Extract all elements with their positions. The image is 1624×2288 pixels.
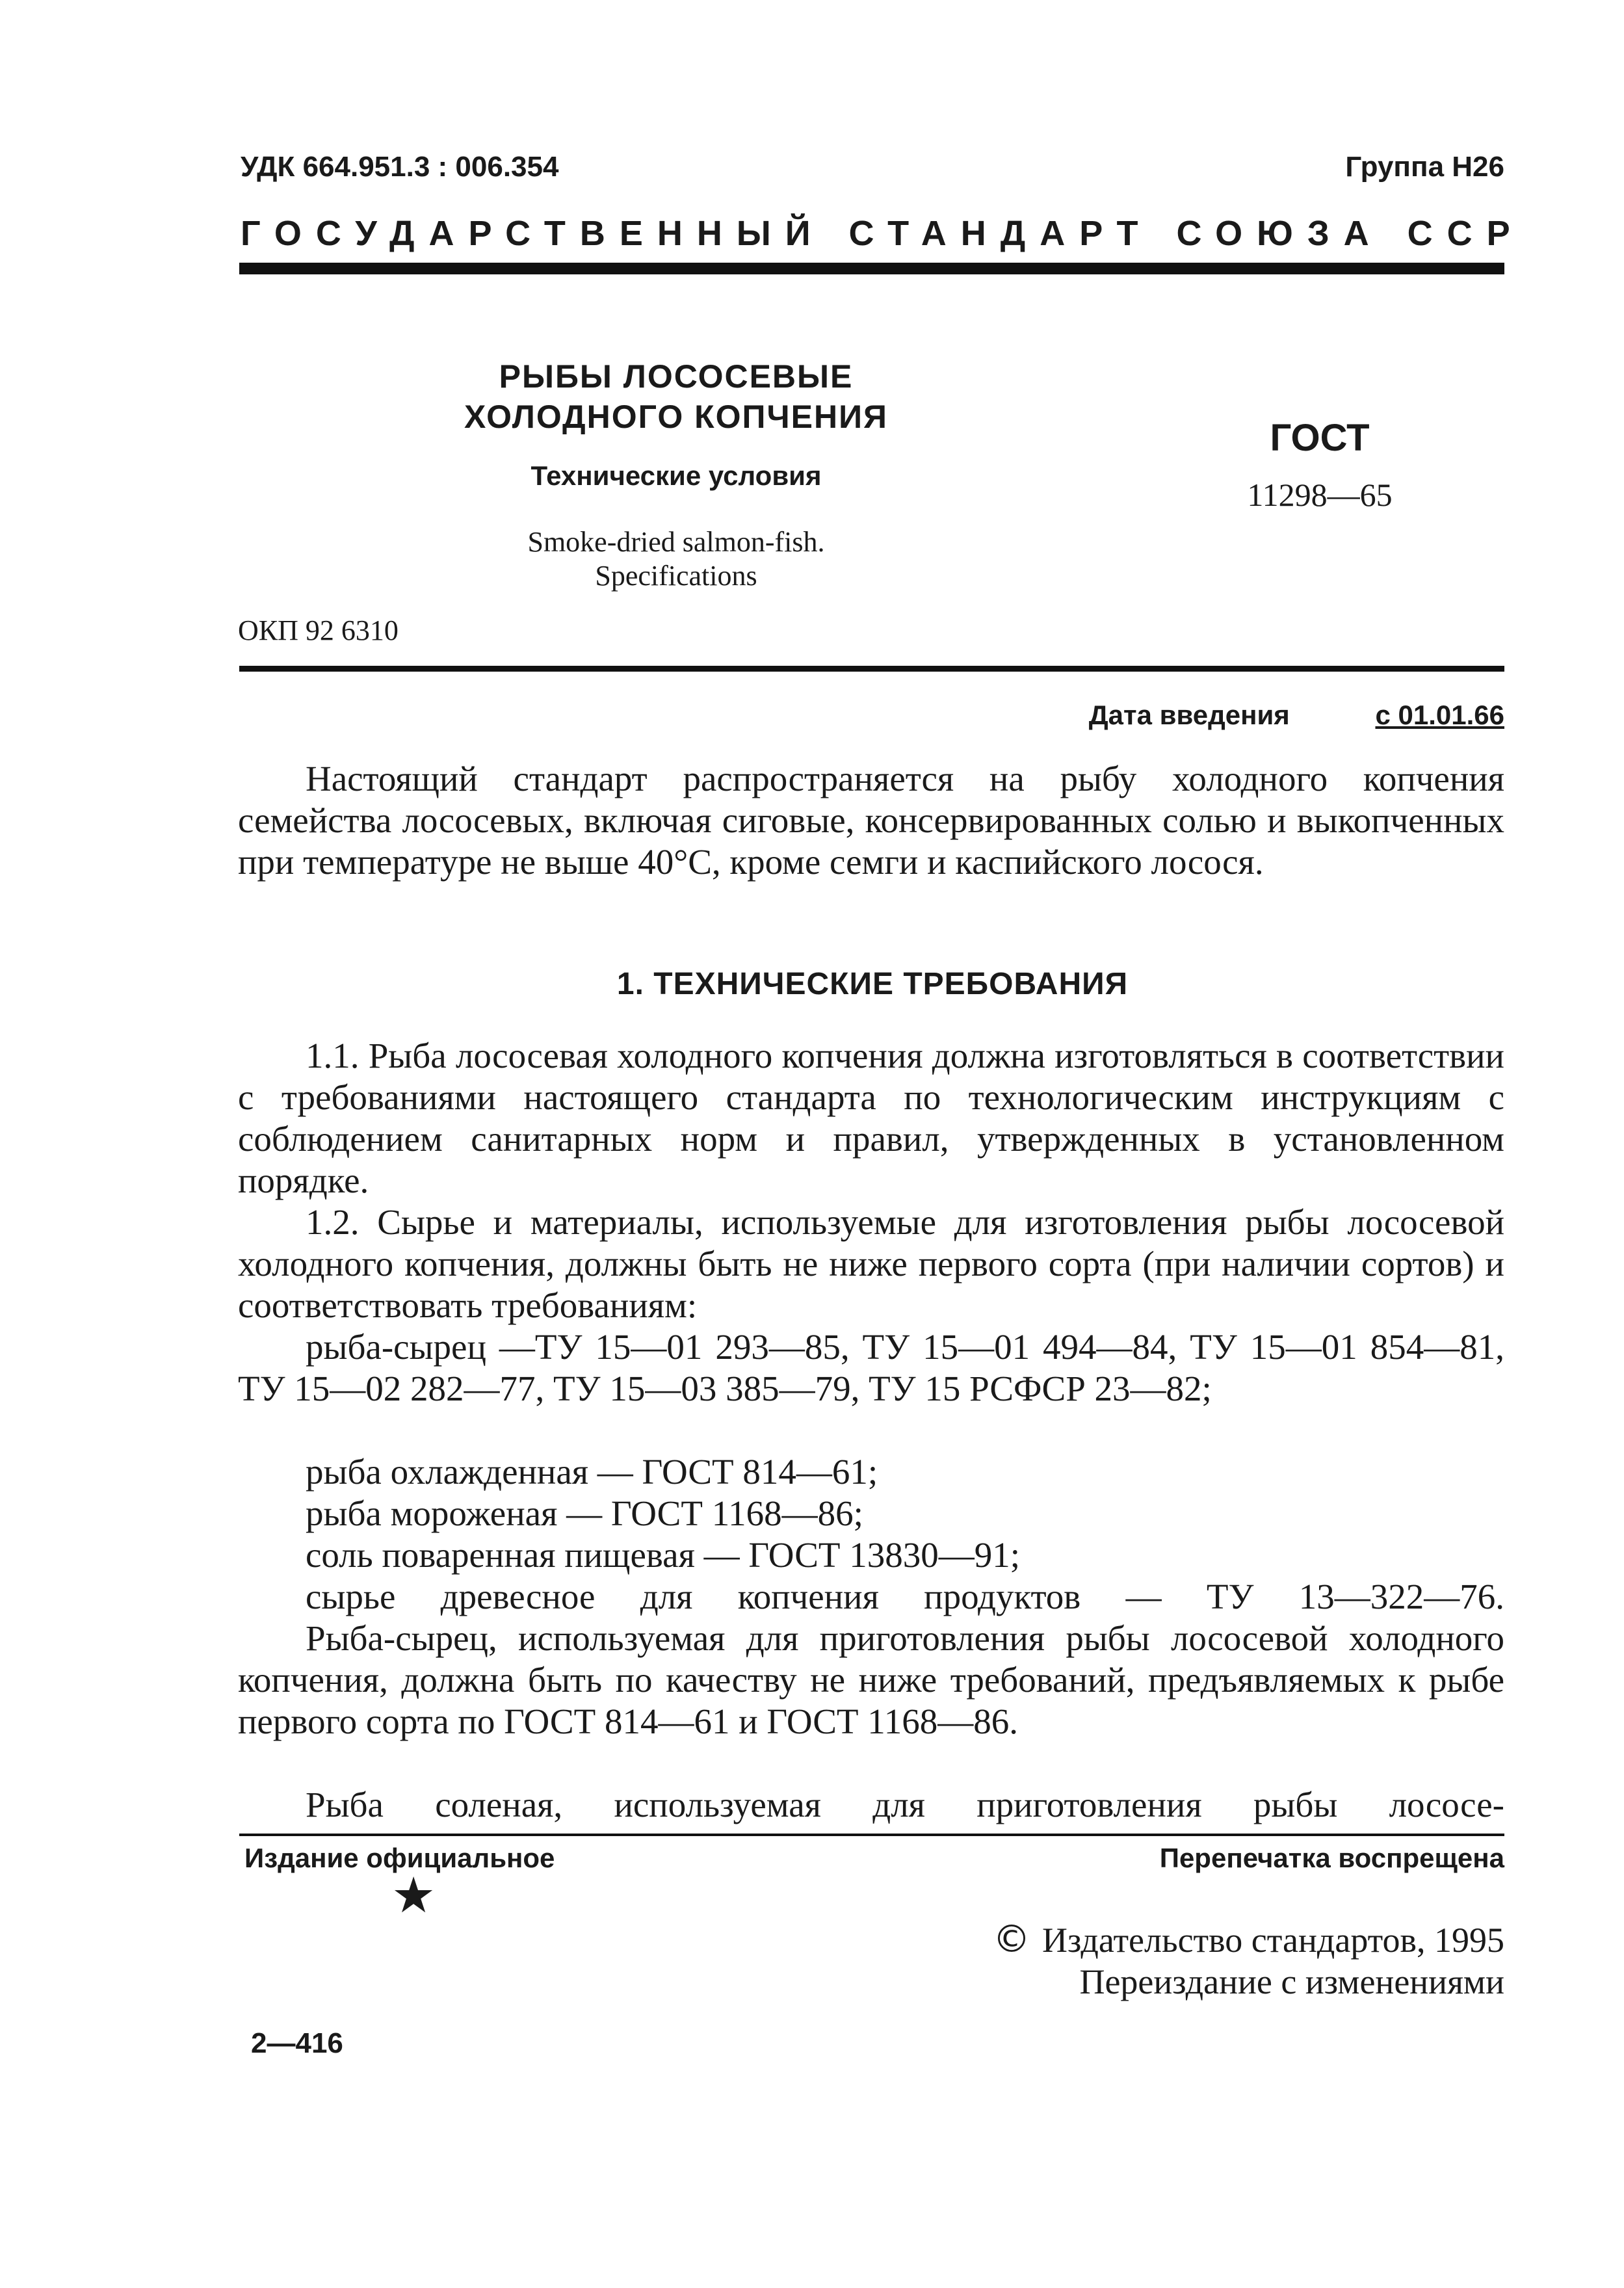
scope-paragraph: Настоящий стандарт распространяется на рыбу холодного копчения семейства лососевых, включая сиговые, консервированных солью и выкопченных при температуре не выше 40°С, кроме семги и каспийского лосося.: [238, 759, 1504, 882]
header-rule: [239, 263, 1504, 274]
document-title: [429, 356, 923, 437]
title-rule: [239, 666, 1504, 672]
introduction-date-label: Дата введения: [1088, 700, 1290, 730]
introduction-date-value: с 01.01.66: [1375, 700, 1504, 730]
reprint-prohibited: Перепечатка воспрещена: [1159, 1843, 1504, 1873]
official-edition: Издание официальное: [244, 1843, 555, 1873]
reference-frozen-fish: рыба мороженая — ГОСТ 1168—86;: [306, 1493, 863, 1533]
reference-wood: сырье древесное для копчения продуктов — ТУ 13—322—76.: [306, 1577, 1504, 1616]
gost-label: ГОСТ: [1270, 417, 1370, 459]
clause-1-2: 1.2. Сырье и материалы, используемые для изготовления рыбы лососевой холодного копчения, должны быть не ниже первого сорта (при наличии сортов) и соответствовать требованиям:: [238, 1202, 1504, 1325]
reissue-note: Переиздание с изменениями: [1079, 1962, 1504, 2001]
classification-group: Группа Н26: [1345, 151, 1504, 183]
raw-fish-paragraph: Рыба-сырец, используемая для приготовления рыбы лососевой холодного копчения, должна быть по качеству не ниже требований, предъявляемых к рыбе первого сорта по ГОСТ 814—61 и ГОСТ 1168—86.: [238, 1618, 1504, 1741]
publisher-block: [993, 1918, 1504, 2003]
gost-number: 11298—65: [1247, 477, 1393, 513]
english-title-line-1: Smoke-dried salmon-fish.: [527, 526, 825, 558]
english-title-line-2: Specifications: [595, 560, 757, 592]
section-title: 1. ТЕХНИЧЕСКИЕ ТРЕБОВАНИЯ: [616, 967, 1129, 1001]
publisher-name: Издательство стандартов, 1995: [1042, 1921, 1504, 1960]
reference-salt: соль поваренная пищевая — ГОСТ 13830—91;: [306, 1535, 1021, 1575]
footer-rule: [239, 1834, 1504, 1836]
print-code: 2—416: [251, 2027, 343, 2059]
udk-code: УДК 664.951.3 : 006.354: [241, 151, 559, 183]
document-subtitle: Технические условия: [530, 460, 822, 491]
introduction-date: [1089, 700, 1504, 731]
reference-raw-fish: рыба-сырец —ТУ 15—01 293—85, ТУ 15—01 494—84, ТУ 15—01 854—81, ТУ 15—02 282—77, ТУ 15—03 385—79, ТУ 15 РСФСР 23—82;: [238, 1327, 1504, 1408]
salted-fish-paragraph: Рыба соленая, используемая для приготовления рыбы лососе-: [306, 1785, 1504, 1824]
clause-1-1: 1.1. Рыба лососевая холодного копчения должна изготовляться в соответствии с требованиями настоящего стандарта по технологическим инструкциям с соблюдением санитарных норм и правил, утвержденных в установленном порядке.: [238, 1036, 1504, 1200]
title-line-2: ХОЛОДНОГО КОПЧЕНИЯ: [464, 399, 888, 435]
title-line-1: РЫБЫ ЛОСОСЕВЫЕ: [499, 358, 854, 395]
state-standard-banner: ГОСУДАРСТВЕННЫЙ СТАНДАРТ СОЮЗА ССР: [241, 214, 1525, 253]
english-title: [429, 525, 923, 593]
star-icon: ★: [391, 1869, 436, 1923]
copyright-icon: ©: [993, 1917, 1031, 1961]
okp-code: ОКП 92 6310: [238, 614, 399, 646]
reference-chilled-fish: рыба охлажденная — ГОСТ 814—61;: [306, 1452, 878, 1492]
publisher-line: [993, 1918, 1504, 1961]
